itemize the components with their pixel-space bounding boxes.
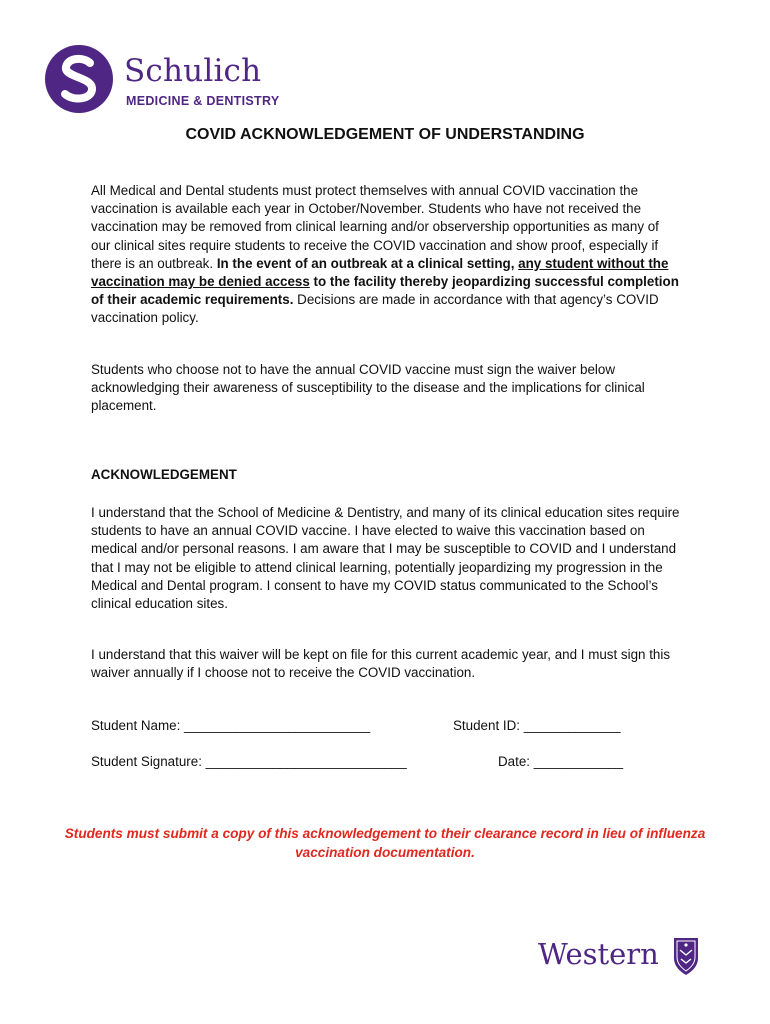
schulich-logo bbox=[44, 44, 284, 114]
paragraph-waiver-instruction: Students who choose not to have the annual COVID vaccine must sign the waiver below acknowledging their awareness of susceptibility to the disease and the implications for clinical placement. bbox=[91, 362, 645, 414]
western-crest-icon bbox=[672, 936, 700, 976]
date-field[interactable]: Date: ____________ bbox=[498, 754, 624, 769]
document-title: COVID ACKNOWLEDGEMENT OF UNDERSTANDING bbox=[185, 126, 585, 143]
acknowledgement-heading: ACKNOWLEDGEMENT bbox=[91, 467, 237, 482]
paragraph1-text-a: All Medical and Dental students must protect themselves with annual COVID vaccination the vaccination is available each year in October/November. Students who have not received the vaccination may be removed from clinical learning and/or observership opportunities as many of our clinical sites require students to receive the COVID vaccination and show proof, especially if there is an outbreak. bbox=[91, 183, 659, 271]
western-logo bbox=[538, 934, 708, 984]
paragraph-vaccination-requirement bbox=[91, 182, 681, 328]
western-name: Western bbox=[538, 937, 659, 971]
paragraph1-bold-a: In the event of an outbreak at a clinical setting, bbox=[216, 255, 519, 271]
schulich-s-logo-icon bbox=[44, 44, 114, 114]
paragraph1-bold-b: to the facility thereby jeopardizing successful completion of their academic requirements. bbox=[91, 274, 679, 308]
student-signature-field[interactable]: Student Signature: ___________________________ bbox=[91, 754, 407, 769]
submission-notice: Students must submit a copy of this acknowledgement to their clearance record in lieu of influenza vaccination documentation. bbox=[64, 826, 706, 860]
paragraph1-text-b: Decisions are made in accordance with that agency’s COVID vaccination policy. bbox=[91, 292, 659, 326]
logo-subtitle: MEDICINE & DENTISTRY bbox=[126, 94, 280, 108]
logo-name: Schulich bbox=[124, 53, 262, 89]
student-name-field[interactable]: Student Name: _________________________ bbox=[91, 718, 371, 733]
paragraph1-bold-underlined: any student without the vaccination may be denied access bbox=[91, 255, 669, 290]
paragraph-acknowledgement: I understand that the School of Medicine & Dentistry, and many of its clinical education sites require students to have an annual COVID vaccine. I have elected to waive this vaccination based on medical and/or personal reasons. I am aware that I may be susceptible to COVID and I understand that I may not be eligible to attend clinical learning, potentially jeopardizing my progression in the Medical and Dental program. I consent to have my COVID status communicated to the School’s clinical education sites. bbox=[91, 505, 680, 612]
student-id-field[interactable]: Student ID: _____________ bbox=[453, 718, 621, 733]
paragraph-waiver-annual: I understand that this waiver will be kept on file for this current academic year, and I must sign this waiver annually if I choose not to receive the COVID vaccination. bbox=[91, 647, 671, 681]
